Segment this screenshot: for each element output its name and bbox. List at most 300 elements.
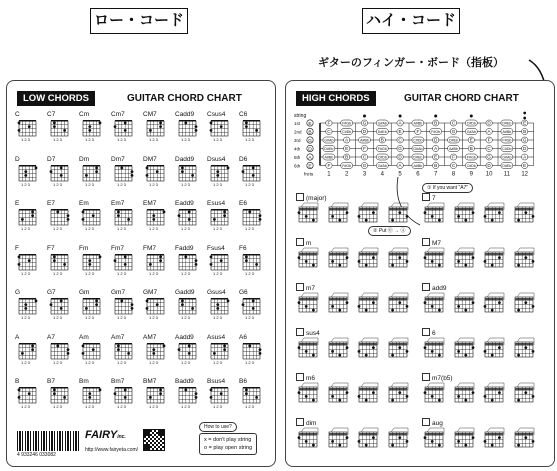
svg-text:1 2 3: 1 2 3 [85, 137, 94, 142]
checkbox-square[interactable] [422, 328, 430, 336]
chord-diagram [296, 337, 324, 365]
brand-url: http://www.fairyeta.com/ [85, 447, 139, 453]
chord-diagram [207, 385, 233, 409]
svg-text:1 2 3: 1 2 3 [181, 270, 190, 276]
svg-text:1 2 3: 1 2 3 [213, 226, 222, 231]
svg-text:1 2 3: 1 2 3 [21, 270, 30, 276]
frets-label: frets [304, 172, 314, 177]
svg-text:1 2 3: 1 2 3 [181, 137, 190, 142]
low-chord-cell [79, 378, 105, 409]
note-label: D#Eb [377, 130, 387, 135]
chord-name: G6 [239, 289, 248, 296]
chord-name: Am [79, 333, 89, 341]
chord-name: A [15, 333, 20, 341]
chord-name: Dm7 [111, 155, 125, 163]
low-chord-cell [143, 156, 169, 187]
note-label: C [451, 163, 456, 169]
svg-text:1 2 3: 1 2 3 [213, 270, 222, 276]
low-chord-cell [207, 111, 233, 142]
section-label-text: add9 [432, 285, 447, 292]
svg-text:1 2 3: 1 2 3 [181, 359, 190, 365]
checkbox-square[interactable] [422, 193, 430, 201]
checkbox-square[interactable] [296, 373, 304, 381]
fret-number: 4 [380, 171, 384, 177]
chord-name: Am7 [111, 333, 125, 341]
chord-name: Gm [79, 289, 90, 296]
chord-diagram [15, 118, 41, 142]
note-label: E [434, 154, 438, 160]
chord-diagram [296, 247, 324, 275]
chord-name: E7 [47, 200, 55, 207]
section-label-text: 7 [432, 195, 436, 202]
low-chord-cell [15, 289, 41, 320]
note-label: C#Db [377, 155, 387, 160]
chord-diagram [175, 163, 201, 187]
chord-name: Fm7 [111, 244, 124, 252]
note-label: D [487, 163, 491, 169]
chord-diagram [207, 118, 233, 142]
chord-diagram [422, 427, 450, 455]
high-chord-grid [286, 81, 554, 466]
note-label: G#Ab [466, 130, 476, 135]
low-chart-title: GUITAR CHORD CHART [127, 93, 242, 104]
checkbox-square[interactable] [422, 238, 430, 246]
chord-name: C [15, 111, 20, 118]
low-chord-cell [239, 200, 265, 231]
note-label: B [380, 137, 384, 143]
chord-diagram [15, 207, 41, 231]
svg-text:1 2 3: 1 2 3 [85, 270, 94, 276]
note-label: A#Bb [413, 121, 423, 126]
high-chord-section [296, 373, 315, 383]
chord-diagram [326, 202, 354, 230]
low-chord-cell [239, 334, 265, 365]
chord-diagram [452, 382, 480, 410]
section-label-text: (major) [306, 195, 327, 202]
note-label: F [363, 146, 366, 152]
chord-diagram [356, 337, 384, 365]
section-label-text: dim [306, 420, 317, 427]
svg-text:1 2 3: 1 2 3 [117, 359, 126, 365]
note-label: G [487, 154, 491, 160]
chord-name: G7 [47, 289, 56, 296]
chord-diagram [79, 207, 105, 231]
chord-diagram [111, 296, 137, 320]
svg-text:1 2 3: 1 2 3 [53, 137, 62, 142]
low-chord-cell [239, 289, 265, 320]
chord-name: DM7 [143, 155, 157, 163]
low-chord-cell [175, 334, 201, 365]
checkbox-square[interactable] [422, 418, 430, 426]
note-label: F [327, 163, 331, 169]
low-chord-cell [111, 334, 137, 365]
section-label-text: sus4 [306, 330, 320, 337]
chord-name: Fm [79, 244, 89, 252]
low-chords-badge: LOW CHORDS [17, 91, 95, 106]
svg-text:1 2 3: 1 2 3 [85, 315, 94, 320]
svg-text:1 2 3: 1 2 3 [181, 226, 190, 231]
chord-diagram [326, 292, 354, 320]
fret-number: 9 [469, 171, 473, 177]
low-chord-cell [175, 200, 201, 231]
chord-name: Badd9 [175, 378, 194, 385]
checkbox-square[interactable] [296, 193, 304, 201]
chord-diagram [239, 118, 265, 142]
chord-diagram [47, 252, 73, 276]
svg-text:1 2 3: 1 2 3 [245, 404, 254, 409]
string-name: 3rd [294, 138, 301, 143]
chord-diagram [296, 292, 324, 320]
chord-diagram [326, 247, 354, 275]
note-label: A [398, 163, 402, 169]
low-chord-cell [111, 200, 137, 231]
chord-name: Bm7 [111, 378, 125, 385]
fret-number: 12 [521, 171, 529, 177]
note-label: E [398, 129, 402, 135]
chord-diagram [482, 292, 510, 320]
svg-text:1 2 3: 1 2 3 [213, 181, 222, 187]
chord-diagram [512, 202, 540, 230]
low-chord-cell [143, 200, 169, 231]
chord-diagram [47, 118, 73, 142]
chord-diagram [79, 385, 105, 409]
note-label: G#Ab [324, 138, 334, 143]
chord-diagram [296, 202, 324, 230]
note-label: D#Eb [502, 164, 512, 169]
note-label: A#Bb [360, 138, 369, 143]
checkbox-square[interactable] [422, 373, 430, 381]
note-label: C#Db [502, 147, 512, 152]
chord-diagram [47, 385, 73, 409]
svg-text:1 2 3: 1 2 3 [213, 359, 222, 365]
chord-diagram [207, 163, 233, 187]
low-chord-cell [47, 334, 73, 365]
low-chord-cell [47, 378, 73, 409]
note-label: B [345, 154, 349, 160]
svg-text:1 2 3: 1 2 3 [181, 181, 190, 187]
note-label: G#Ab [377, 121, 387, 126]
low-chord-cell [79, 111, 105, 142]
chord-name: CM7 [143, 111, 157, 118]
note-label: B [434, 163, 438, 169]
svg-text:1 2 3: 1 2 3 [21, 181, 30, 187]
string-name: 4th [294, 146, 301, 152]
high-chords-panel [285, 80, 555, 467]
chord-diagram [175, 118, 201, 142]
string-header: string [294, 113, 307, 119]
low-chord-cell [175, 289, 201, 320]
legend-note: x = don't play string o = play open string [199, 433, 257, 455]
chord-diagram [452, 247, 480, 275]
note-label: G#Ab [413, 147, 423, 152]
low-chord-cell [239, 378, 265, 409]
qr-code [143, 429, 165, 451]
checkbox-square[interactable] [422, 283, 430, 291]
fret-number: 6 [416, 171, 420, 177]
checkbox-square[interactable] [296, 418, 304, 426]
chord-diagram [15, 341, 41, 365]
chord-name: Cm [79, 111, 90, 118]
section-label-text: M7 [432, 240, 442, 247]
svg-text:1 2 3: 1 2 3 [85, 226, 94, 231]
chord-name: Dadd9 [175, 155, 195, 163]
chord-diagram [326, 382, 354, 410]
chord-diagram [422, 202, 450, 230]
chord-diagram [207, 252, 233, 276]
note-label: C [487, 146, 491, 152]
chord-diagram [111, 207, 137, 231]
low-chord-cell [111, 111, 137, 142]
string-letter: D [308, 147, 312, 153]
note-label: A [434, 146, 438, 152]
svg-text:1 2 3: 1 2 3 [21, 404, 30, 409]
low-chord-cell [239, 111, 265, 142]
chord-name: Aadd9 [175, 333, 194, 341]
svg-text:1 2 3: 1 2 3 [149, 226, 158, 231]
low-chord-cell [111, 245, 137, 276]
chord-diagram [422, 337, 450, 365]
high-chord-section [296, 283, 315, 293]
svg-text:1 2 3: 1 2 3 [85, 359, 94, 365]
note-label: C [327, 129, 331, 135]
chord-diagram [143, 385, 169, 409]
low-chord-cell [143, 334, 169, 365]
note-label: D [398, 154, 402, 160]
low-chord-cell [111, 289, 137, 320]
note-label: E [523, 163, 527, 169]
low-chord-cell [79, 156, 105, 187]
svg-text:1 2 3: 1 2 3 [245, 270, 254, 276]
high-chord-section [422, 328, 436, 338]
chord-name: BM7 [143, 378, 157, 385]
chord-diagram [512, 292, 540, 320]
low-chord-cell [15, 111, 41, 142]
svg-text:1 2 3: 1 2 3 [85, 181, 94, 187]
chord-diagram [15, 385, 41, 409]
svg-text:1 2 3: 1 2 3 [53, 181, 62, 187]
high-chord-section [296, 328, 320, 338]
note-label: A#Bb [324, 155, 334, 160]
low-chord-cell [47, 111, 73, 142]
chord-diagram [175, 207, 201, 231]
bubble-put: ② Put ⓪ → Ⓐ [368, 226, 411, 236]
chord-name: G [15, 289, 21, 296]
checkbox-square[interactable] [296, 238, 304, 246]
checkbox-square[interactable] [296, 283, 304, 291]
fret-number: 11 [503, 171, 511, 177]
note-label: F [487, 137, 491, 143]
section-label-text: 6 [432, 330, 436, 337]
low-chord-cell [207, 378, 233, 409]
svg-text:1 2 3: 1 2 3 [117, 404, 126, 409]
svg-text:1 2 3: 1 2 3 [245, 359, 254, 365]
note-label: B [469, 146, 473, 152]
chord-name: Cm7 [111, 111, 125, 118]
low-chord-cell [239, 245, 265, 276]
note-label: G [362, 120, 367, 126]
low-chord-cell [143, 289, 169, 320]
low-chord-cell [175, 378, 201, 409]
low-chord-cell [47, 200, 73, 231]
svg-text:1 2 3: 1 2 3 [213, 137, 222, 142]
note-label: D [434, 137, 438, 143]
chord-diagram [143, 163, 169, 187]
chord-name: A7 [47, 333, 55, 341]
chord-diagram [175, 341, 201, 365]
note-label: F#Gb [431, 130, 441, 135]
svg-text:1 2 3: 1 2 3 [213, 404, 222, 409]
svg-text:1 2 3: 1 2 3 [181, 404, 190, 409]
string-name: 5th [294, 155, 301, 160]
svg-text:1 2 3: 1 2 3 [85, 404, 94, 409]
how-to-use-badge[interactable]: How to use? [199, 422, 237, 432]
chord-diagram [482, 427, 510, 455]
chord-name: Csus4 [207, 111, 226, 118]
chord-diagram [143, 118, 169, 142]
chord-diagram [175, 296, 201, 320]
high-chord-section [422, 418, 443, 428]
chord-diagram [239, 163, 265, 187]
fret-number: 5 [398, 171, 402, 177]
chord-diagram [452, 292, 480, 320]
note-label: F [327, 120, 331, 126]
chord-diagram [15, 296, 41, 320]
chord-diagram [386, 382, 414, 410]
note-label: D [362, 129, 367, 135]
note-label: D#Eb [413, 155, 423, 160]
chord-diagram [356, 292, 384, 320]
chord-name: Fadd9 [175, 244, 194, 252]
high-chord-section [296, 418, 316, 428]
bubble-if-you-want: ① If you want "A7" [422, 183, 473, 193]
chord-diagram [386, 292, 414, 320]
low-chord-cell [207, 289, 233, 320]
svg-text:1 2 3: 1 2 3 [53, 359, 62, 365]
chord-name: Dsus4 [207, 155, 226, 163]
svg-text:1 2 3: 1 2 3 [213, 315, 222, 320]
chord-name: F6 [239, 244, 247, 252]
note-label: G [398, 146, 402, 152]
chord-name: B6 [239, 378, 247, 385]
low-chord-cell [239, 156, 265, 187]
chord-diagram [79, 296, 105, 320]
note-label: G [362, 163, 367, 169]
chord-name: Bm [79, 378, 89, 385]
low-chord-cell [47, 245, 73, 276]
low-chord-cell [175, 156, 201, 187]
svg-text:1 2 3: 1 2 3 [245, 181, 254, 187]
note-label: G [451, 129, 456, 135]
note-label: F#Gb [466, 155, 476, 160]
low-chord-grid [7, 81, 275, 421]
chord-diagram [143, 341, 169, 365]
chord-name: E [15, 200, 20, 207]
chord-name: AM7 [143, 333, 157, 341]
chord-diagram [239, 385, 265, 409]
low-chord-cell [79, 200, 105, 231]
note-label: G#Ab [502, 155, 512, 160]
chord-diagram [386, 427, 414, 455]
svg-text:1 2 3: 1 2 3 [245, 137, 254, 142]
string-letter: E [308, 164, 312, 170]
chord-diagram [47, 163, 73, 187]
note-label: F#Gb [342, 164, 352, 169]
chord-diagram [79, 118, 105, 142]
note-label: G#Ab [377, 164, 387, 169]
fret-number: 3 [362, 171, 367, 177]
chord-diagram [512, 382, 540, 410]
high-chart-title: GUITAR CHORD CHART [404, 93, 519, 104]
chord-diagram [143, 207, 169, 231]
low-chord-cell [111, 378, 137, 409]
low-code-label: ロー・コード [90, 8, 188, 34]
chord-diagram [47, 207, 73, 231]
svg-text:1 2 3: 1 2 3 [117, 137, 126, 142]
chord-diagram [356, 427, 384, 455]
low-chord-cell [207, 334, 233, 365]
chord-name: Eadd9 [175, 200, 194, 207]
high-chord-section [296, 193, 327, 203]
note-label: C#Db [466, 121, 476, 126]
low-chord-cell [207, 245, 233, 276]
chord-diagram [512, 427, 540, 455]
chord-diagram [111, 385, 137, 409]
low-chord-cell [143, 378, 169, 409]
chord-diagram [452, 427, 480, 455]
string-letter: B [308, 130, 312, 136]
chord-diagram [356, 382, 384, 410]
chord-name: Gsus4 [207, 289, 226, 296]
note-label: F#Gb [342, 121, 352, 126]
note-label: C [398, 137, 402, 143]
chord-name: Asus4 [207, 333, 226, 341]
low-chord-cell [111, 156, 137, 187]
chord-diagram [356, 202, 384, 230]
svg-text:1 2 3: 1 2 3 [21, 315, 30, 320]
chord-name: Gadd9 [175, 289, 195, 296]
fret-number: 2 [345, 171, 349, 177]
chord-name: Em7 [111, 200, 125, 207]
note-label: A#Bb [502, 130, 512, 135]
chord-name: B [15, 378, 20, 385]
section-label-text: m7 [306, 285, 316, 292]
checkbox-square[interactable] [296, 328, 304, 336]
chord-diagram [207, 296, 233, 320]
string-name: 2nd [294, 129, 302, 135]
chord-diagram [47, 341, 73, 365]
note-label: F [416, 129, 420, 135]
note-label: B [434, 120, 438, 126]
brand-logo: FAIRYinc. [85, 429, 126, 441]
note-label: E [469, 137, 473, 143]
note-label: A [345, 137, 349, 143]
chord-name: D6 [239, 155, 248, 163]
chord-name: EM7 [143, 200, 157, 207]
string-name: 1st [294, 121, 301, 126]
chord-diagram [452, 337, 480, 365]
chord-name: A6 [239, 333, 247, 341]
high-chord-section [422, 193, 436, 203]
note-label: G [522, 137, 527, 143]
note-label: E [345, 146, 349, 152]
note-label: A#Bb [413, 164, 423, 169]
note-label: D [523, 146, 527, 152]
svg-text:1 2 3: 1 2 3 [21, 359, 30, 365]
chord-name: C6 [239, 111, 248, 118]
chord-diagram [422, 247, 450, 275]
chord-diagram [111, 118, 137, 142]
svg-text:1 2 3: 1 2 3 [181, 315, 190, 320]
